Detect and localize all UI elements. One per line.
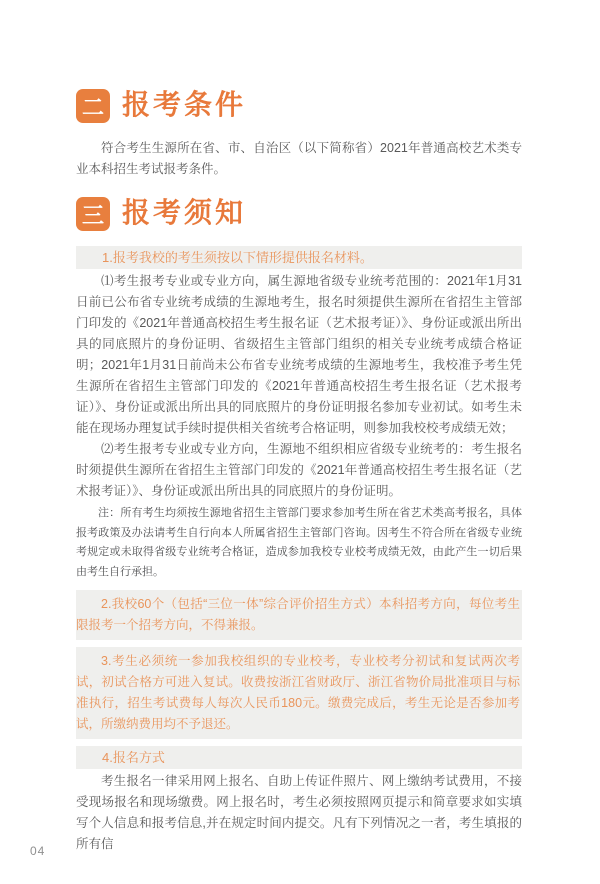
page-content <box>76 88 522 855</box>
notice-item4-header: 4.报名方式 <box>76 746 522 769</box>
notice-item1-header: 1.报考我校的考生须按以下情形提供报名材料。 <box>76 246 522 269</box>
notice-item1-note: 注：所有考生均须按生源地省招生主管部门要求参加考生所在省艺术类高考报名，具体报考政策及办法请考生自行向本人所属省招生主管部门咨询。因考生不符合所在省级专业统考规定或未取得省级专业统考合格证，造成参加我校专业校考成绩无效，由此产生一切后果由考生自行承担。 <box>76 507 522 578</box>
section-two-badge-icon: 二 <box>76 89 110 123</box>
notice-item1-paragraph2: ⑵考生报考专业或专业方向，生源地不组织相应省级专业统考的：考生报名时须提供生源所在省招生主管部门印发的《2021年普通高校招生考生报名证（艺术报考证）》、身份证或派出所出具的同底照片的身份证明。 <box>76 442 522 498</box>
section-heading-requirements <box>76 88 522 124</box>
section-title-notice: 报考须知 <box>122 198 247 229</box>
notice-item4-paragraph: 考生报名一律采用网上报名、自助上传证件照片、网上缴纳考试费用，不接受现场报名和现场缴费。网上报名时，考生必须按照网页提示和简章要求如实填写个人信息和报考信息,并在规定时间内提交。凡有下列情况之一者，考生填报的所有信 <box>76 774 522 851</box>
notice-item1-paragraph1: ⑴考生报考专业或专业方向，属生源地省级专业统考范围的：2021年1月31日前已公布省专业统考成绩的生源地考生，报名时须提供生源所在省招生主管部门印发的《2021年普通高校招生考生报名证（艺术报考证）》、身份证或派出所出具的同底照片的身份证明、省级招生主管部门组织的相关专业统考成绩合格证明；2021年1月31日前尚未公布省专业统考成绩的生源地考生，我校准予考生凭生源所在省招生主管部门印发的《2021年普通高校招生考生报名证（艺术报考证）》、身份证或派出所出具的同底照片的身份证明报名参加专业初试。如考生未能在现场办理复试手续时提供相关省统考合格证明，则参加我校校考成绩无效； <box>76 274 522 435</box>
section-heading-notice <box>76 196 522 232</box>
notice-item2-block: 2.我校60个（包括“三位一体”综合评价招生方式）本科招考方向，每位考生限报考一个招考方向，不得兼报。 <box>76 590 522 640</box>
section-three-badge-icon: 三 <box>76 197 110 231</box>
page-number: 04 <box>30 844 46 858</box>
section-title-requirements: 报考条件 <box>122 90 247 121</box>
notice-item3-block: 3.考生必须统一参加我校组织的专业校考，专业校考分初试和复试两次考试，初试合格方可进入复试。收费按浙江省财政厅、浙江省物价局批准项目与标准执行，招生考试费每人每次人民币180元。缴费完成后，考生无论是否参加考试，所缴纳费用均不予退还。 <box>76 647 522 739</box>
requirements-paragraph: 符合考生生源所在省、市、自治区（以下简称省）2021年普通高校艺术类专业本科招生考试报考条件。 <box>76 141 522 176</box>
